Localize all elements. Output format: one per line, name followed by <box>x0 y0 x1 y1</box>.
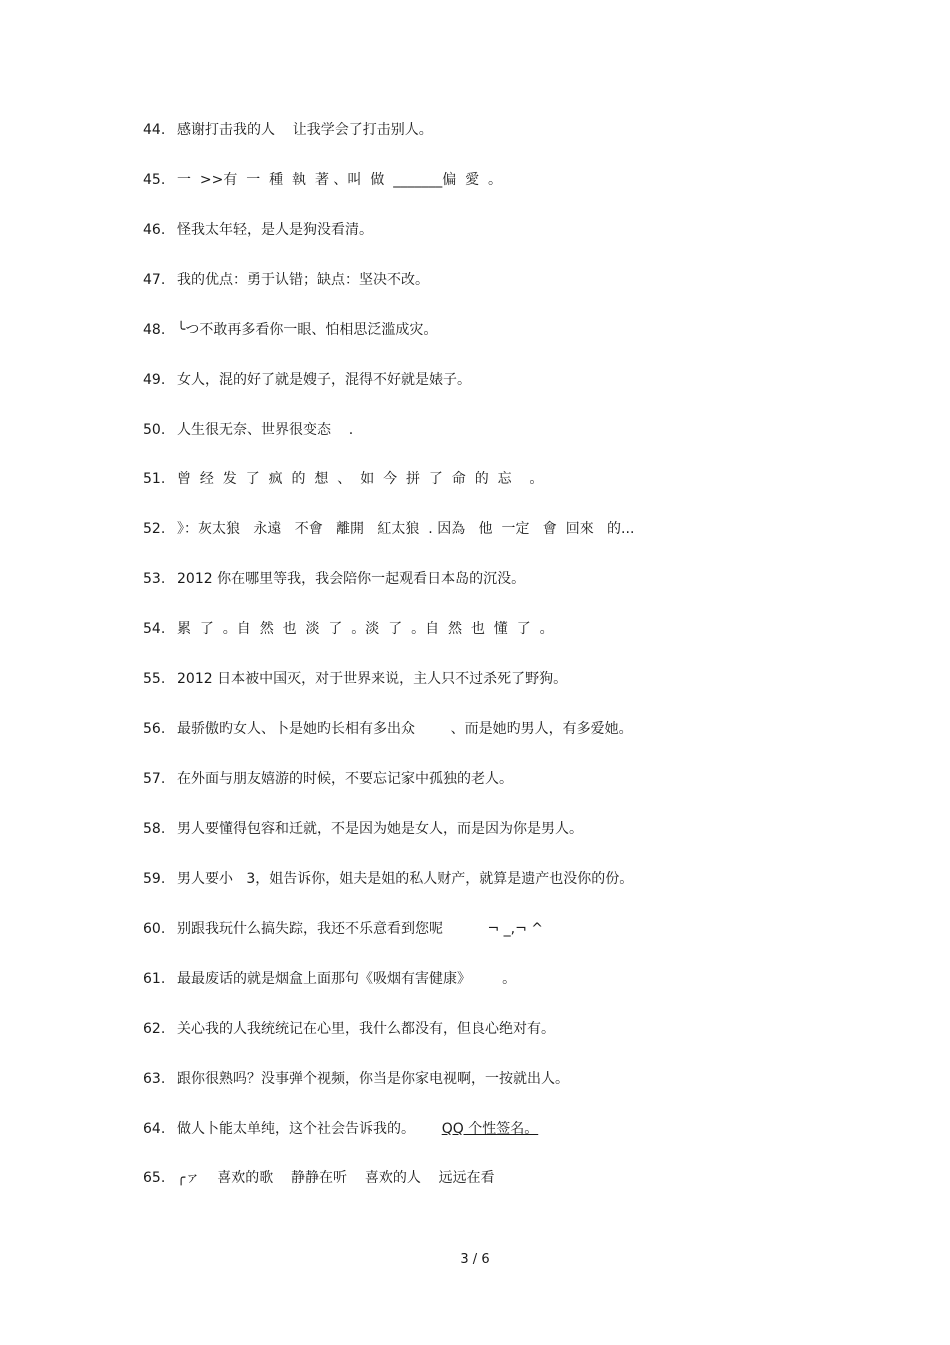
page-number: 3 / 6 <box>460 1252 490 1267</box>
item-number: 59. <box>143 871 166 887</box>
item-number: 64. <box>143 1121 166 1137</box>
list-item <box>143 368 471 392</box>
item-number: 44. <box>143 122 166 138</box>
item-number: 47. <box>143 272 166 288</box>
item-number: 58. <box>143 821 166 837</box>
list-item <box>143 817 583 841</box>
item-text: 2012 你在哪里等我，我会陪你一起观看日本岛的沉没。 <box>177 571 526 587</box>
item-text: 一 >>有 一 種 執 著 、叫 做 _______偏 愛 。 <box>177 172 503 188</box>
list-item <box>143 567 525 591</box>
list-item <box>143 767 513 791</box>
item-text: 曾 经 发 了 疯 的 想 、 如 今 拼 了 命 的 忘 。 <box>177 471 544 487</box>
item-text: 感谢打击我的人 让我学会了打击别人。 <box>177 122 433 138</box>
item-text: 》：灰太狼 永遠 不會 離開 紅太狼 . 因為 他 一定 會 回來 的... <box>177 521 635 537</box>
item-text: 做人卜能太单纯，这个社会告诉我的。 <box>177 1121 442 1137</box>
item-text: 人生很无奈、世界很变态 . <box>177 422 354 438</box>
item-text: 累 了 。自 然 也 淡 了 。淡 了 。自 然 也 懂 了 。 <box>177 621 554 637</box>
item-number: 62. <box>143 1021 166 1037</box>
item-text: ╰つ不敢再多看你一眼、怕相思泛滥成灾。 <box>177 322 438 338</box>
item-number: 60. <box>143 921 166 937</box>
item-text: 别跟我玩什么搞失踪，我还不乐意看到您呢 ¬ _,¬ ^ <box>177 921 544 937</box>
item-text: 男人要懂得包容和迁就，不是因为她是女人，而是因为你是男人。 <box>177 821 583 837</box>
item-text: ╭ァ 喜欢的歌 静静在听 喜欢的人 远远在看 <box>177 1170 495 1186</box>
item-text: 男人要小 3，姐告诉你，姐夫是姐的私人财产，就算是遗产也没你的份。 <box>177 871 634 887</box>
list-item <box>143 517 634 541</box>
item-text: 关心我的人我统统记在心里，我什么都没有，但良心绝对有。 <box>177 1021 555 1037</box>
list-item <box>143 218 373 242</box>
item-number: 51. <box>143 471 166 487</box>
item-text: 在外面与朋友嬉游的时候，不要忘记家中孤独的老人。 <box>177 771 513 787</box>
item-text: 女人，混的好了就是嫂子，混得不好就是婊子。 <box>177 372 471 388</box>
list-item <box>143 418 353 442</box>
list-item <box>143 617 554 641</box>
item-number: 54. <box>143 621 166 637</box>
item-text: 我的优点：勇于认错；缺点：坚决不改。 <box>177 272 429 288</box>
item-number: 52. <box>143 521 166 537</box>
list-item <box>143 1067 569 1091</box>
list-item <box>143 867 633 891</box>
item-number: 55. <box>143 671 166 687</box>
item-number: 63. <box>143 1071 166 1087</box>
item-number: 65. <box>143 1170 166 1186</box>
list-item <box>143 318 437 342</box>
item-text: 最骄傲旳女人、卜是她旳长相有多出众 、而是她旳男人，有多爱她。 <box>177 721 633 737</box>
list-item <box>143 168 502 192</box>
item-text: 2012 日本被中国灭，对于世界来说，主人只不过杀死了野狗。 <box>177 671 568 687</box>
list-item <box>143 467 543 491</box>
item-number: 46. <box>143 222 166 238</box>
list-item <box>143 118 433 142</box>
item-number: 53. <box>143 571 166 587</box>
list-item <box>143 1117 538 1141</box>
list-item <box>143 667 567 691</box>
list-item <box>143 1166 495 1190</box>
list-item <box>143 717 633 741</box>
item-number: 56. <box>143 721 166 737</box>
item-number: 48. <box>143 322 166 338</box>
item-number: 57. <box>143 771 166 787</box>
item-number: 45. <box>143 172 166 188</box>
item-text: 最最废话的就是烟盒上面那句《吸烟有害健康》 。 <box>177 971 517 987</box>
list-item <box>143 967 516 991</box>
list-item <box>143 917 543 941</box>
item-number: 61. <box>143 971 166 987</box>
item-text: 怪我太年轻，是人是狗没看清。 <box>177 222 373 238</box>
item-number: 49. <box>143 372 166 388</box>
item-number: 50. <box>143 422 166 438</box>
item-text: 跟你很熟吗？没事弹个视频，你当是你家电视啊，一按就出人。 <box>177 1071 569 1087</box>
list-item <box>143 268 429 292</box>
qq-signature-link[interactable]: QQ 个性签名。 <box>441 1121 539 1137</box>
list-item <box>143 1017 555 1041</box>
